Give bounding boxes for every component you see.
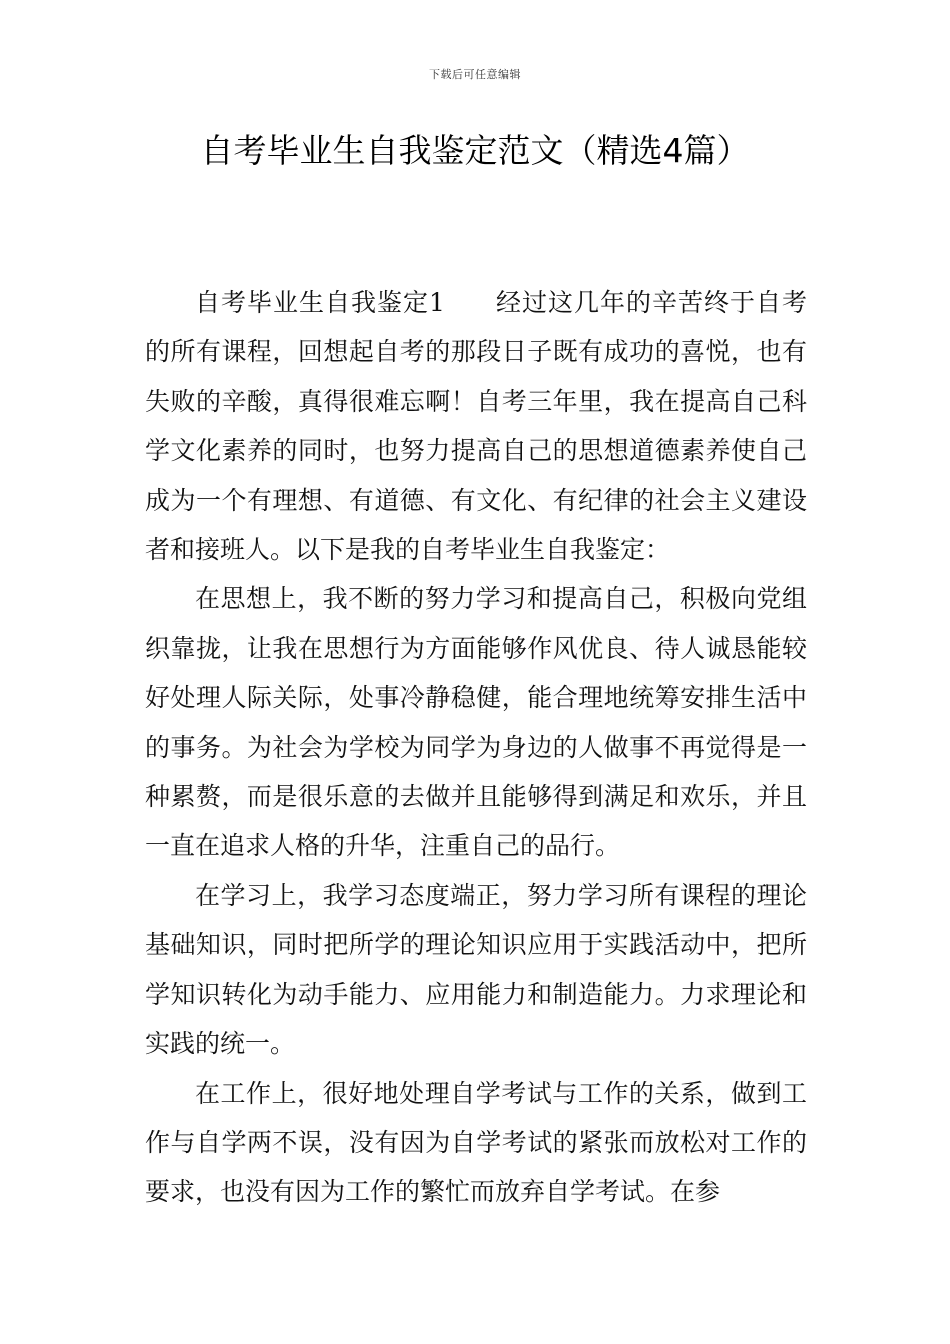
paragraph-study: 在学习上，我学习态度端正，努力学习所有课程的理论基础知识，同时把所学的理论知识应用于实践活动中，把所学知识转化为动手能力、应用能力和制造能力。力求理论和实践的统一。: [145, 880, 807, 1059]
paragraph-thought: 在思想上，我不断的努力学习和提高自己，积极向党组织靠拢，让我在思想行为方面能够作风优良、待人诚恳能较好处理人际关际，处事冷静稳健，能合理地统筹安排生活中的事务。为社会为学校为同学为身边的人做事不再觉得是一种累赘，而是很乐意的去做并且能够得到满足和欢乐，并且一直在追求人格的升华，注重自己的品行。: [145, 584, 807, 861]
document-title: 自考毕业生自我鉴定范文（精选4篇）: [200, 131, 750, 170]
section-heading: 自考毕业生自我鉴定1: [195, 288, 445, 317]
header-note: 下载后可任意编辑: [429, 68, 521, 81]
paragraph-work: 在工作上，很好地处理自学考试与工作的关系，做到工作与自学两不误，没有因为自学考试的紧张而放松对工作的要求，也没有因为工作的繁忙而放弃自学考试。在参: [145, 1078, 807, 1207]
paragraph-intro: [145, 278, 807, 574]
document-body: [145, 278, 807, 1217]
paragraph-text: 经过这几年的辛苦终于自考的所有课程，回想起自考的那段日子既有成功的喜悦，也有失败的辛酸，真得很难忘啊！自考三年里，我在提高自己科学文化素养的同时，也努力提高自己的思想道德素养使自己成为一个有理想、有道德、有文化、有纪律的社会主义建设者和接班人。以下是我的自考毕业生自我鉴定：: [145, 288, 807, 565]
